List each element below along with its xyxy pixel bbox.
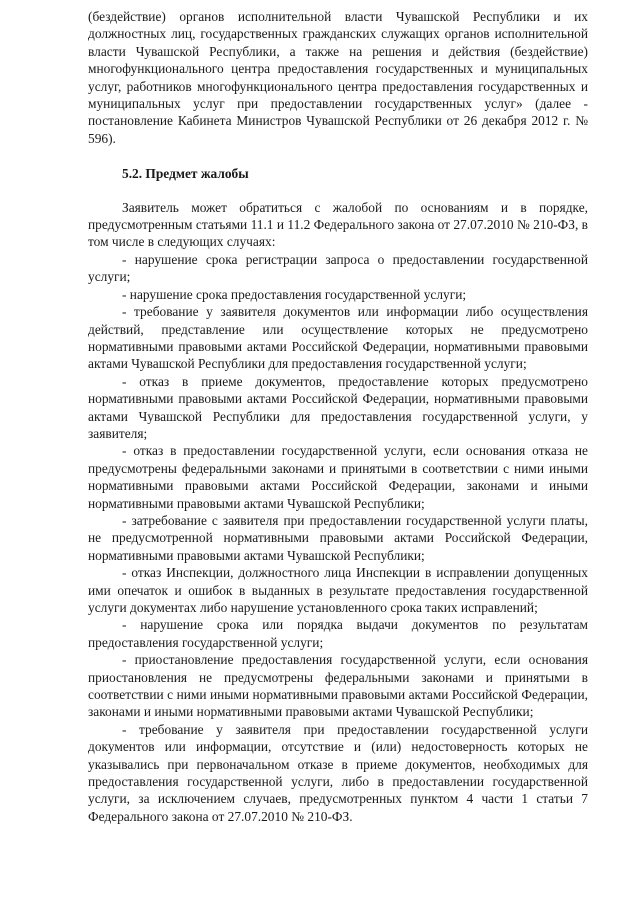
list-item-4: - отказ в приеме документов, предоставление которых предусмотрено нормативными правовыми актами Российской Федерации, нормативными правовыми актами Чувашской Республики для предоставления государственной услуги, у заявителя; (88, 373, 588, 441)
list-item-9: - приостановление предоставления государственной услуги, если основания приостановления не предусмотрены федеральными законами и принятыми в соответствии с ними иными нормативными правовыми актами Российской Федерации, законами и иными нормативными правовыми актами Чувашской Республики; (88, 652, 588, 720)
list-item-3: - требование у заявителя документов или информации либо осуществления действий, представление или осуществление которых не предусмотрено нормативными правовыми актами Российской Федерации, нормативными правовыми актами Чувашской Республики для предоставления государственной услуги; (88, 304, 588, 372)
list-item-2: - нарушение срока предоставления государственной услуги; (122, 286, 467, 302)
list-item-8: - нарушение срока или порядка выдачи документов по результатам предоставления государственной услуги; (88, 617, 588, 650)
section-heading: 5.2. Предмет жалобы (122, 166, 249, 182)
list-item-6: - затребование с заявителя при предоставлении государственной услуги платы, не предусмотренной нормативными правовыми актами Российской Федерации, нормативными правовыми актами Чувашской Республики; (88, 512, 588, 563)
intro-paragraph: Заявитель может обратиться с жалобой по основаниям и в порядке, предусмотренным статьями 11.1 и 11.2 Федерального закона от 27.07.2010 № 210-ФЗ, в том числе в следующих случаях: (88, 199, 588, 250)
list-item-1: - нарушение срока регистрации запроса о предоставлении государственной услуги; (88, 251, 588, 285)
document-page (88, 8, 588, 825)
continuation-paragraph: (бездействие) органов исполнительной власти Чувашской Республики и их должностных лиц, государственных гражданских служащих органов исполнительной власти Чувашской Республики, а также на решения и действия (бездействие) многофункционального центра предоставления государственных и муниципальных услуг, работников многофункционального центра предоставления государственных и муниципальных услуг при предоставлении государственных услуг» (далее - постановление Кабинета Министров Чувашской Республики от 26 декабря 2012 г. № 596). (88, 9, 588, 146)
list-item-5: - отказ в предоставлении государственной услуги, если основания отказа не предусмотрены федеральными законами и принятыми в соответствии с ними иными нормативными правовыми актами Российской Федерации, законами и иными нормативными правовыми актами Чувашской Республики; (88, 443, 588, 511)
list-item-7: - отказ Инспекции, должностного лица Инспекции в исправлении допущенных ими опечаток и ошибок в выданных в результате предоставления государственной услуги документах либо нарушение установленного срока таких исправлений; (88, 565, 588, 615)
list-item-10: - требование у заявителя при предоставлении государственной услуги документов или информации, отсутствие и (или) недостоверность которых не указывались при первоначальном отказе в приеме документов, необходимых для предоставления государственной услуги, либо в предоставлении государственной услуги, за исключением случаев, предусмотренных пунктом 4 части 1 статьи 7 Федерального закона от 27.07.2010 № 210-ФЗ. (88, 721, 588, 824)
